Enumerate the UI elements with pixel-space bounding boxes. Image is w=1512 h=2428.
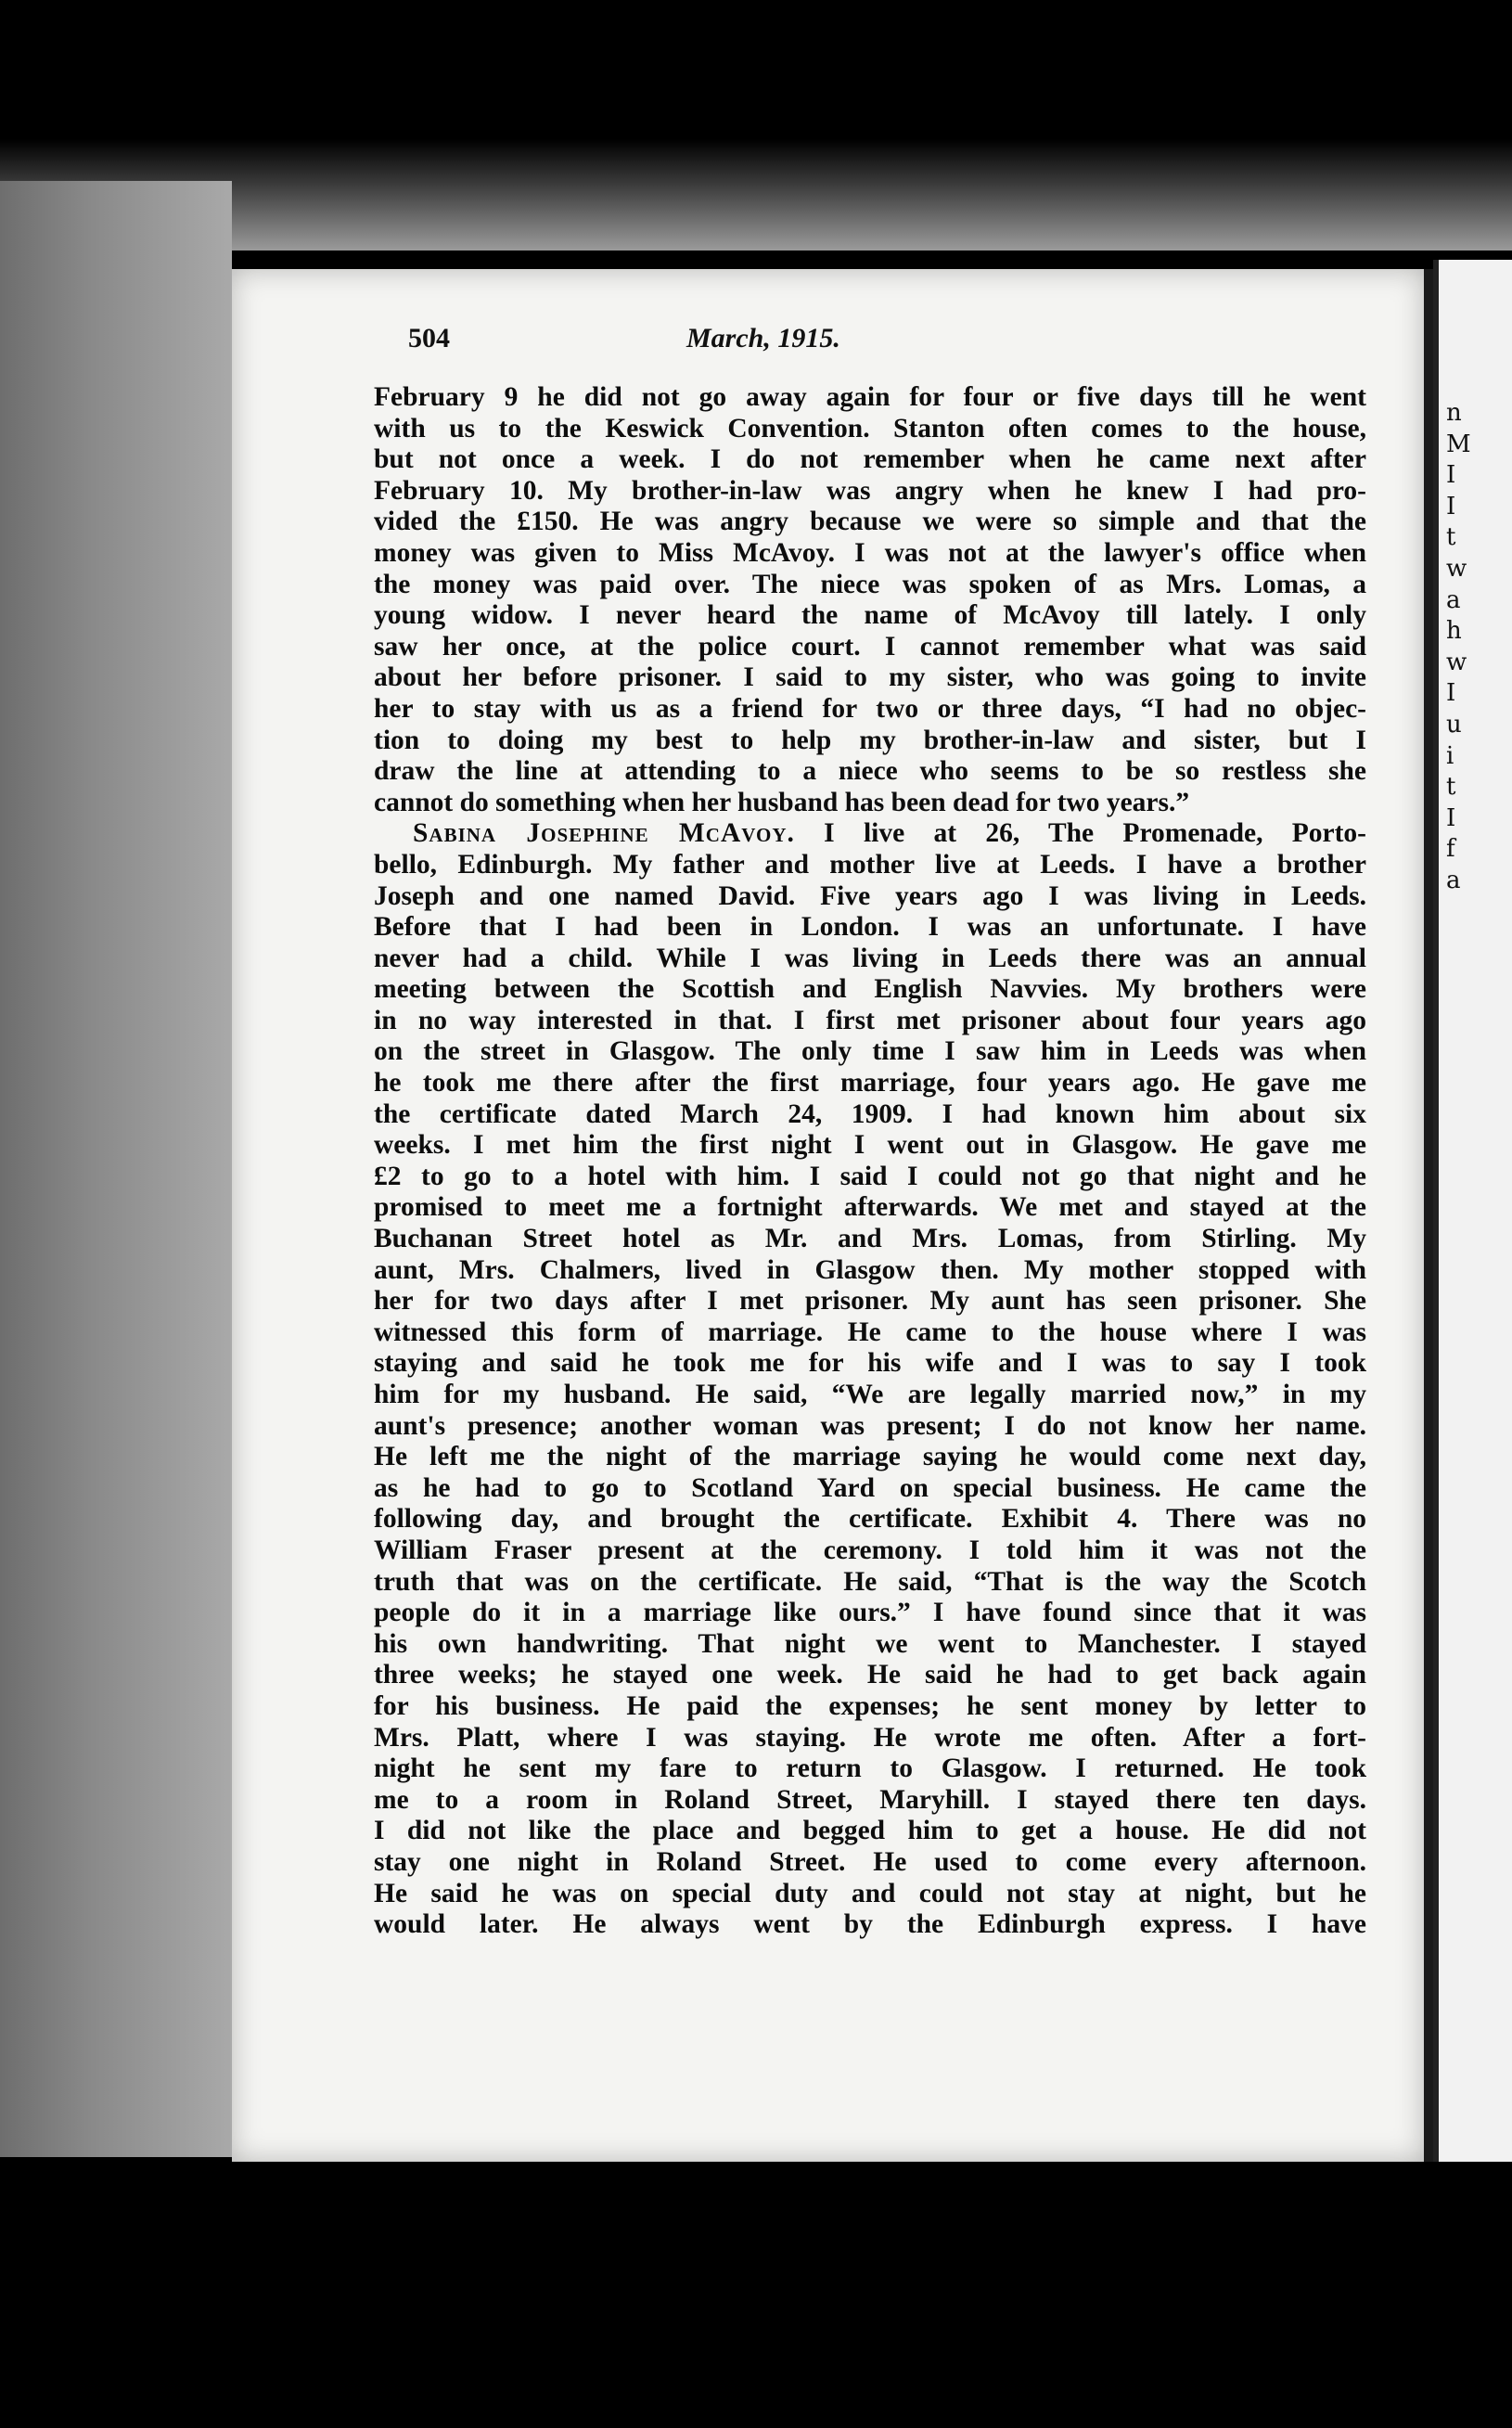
text-line: February 10. My brother-in-law was angry when he knew I had pro- <box>374 475 1366 506</box>
facing-page-letter: i <box>1446 741 1454 770</box>
facing-page-letter: a <box>1446 585 1461 614</box>
text-line: Before that I had been in London. I was an unfortunate. I have <box>374 912 1366 943</box>
book-page <box>232 269 1433 2162</box>
text-line: with us to the Keswick Convention. Stanton often comes to the house, <box>374 413 1366 443</box>
text-line: following day, and brought the certificate. Exhibit 4. There was no <box>374 1504 1366 1535</box>
text-line: night he sent my fare to return to Glasgow. I returned. He took <box>374 1754 1366 1784</box>
facing-page-letter: I <box>1446 461 1456 490</box>
text-line: people do it in a marriage like ours.” I have found since that it was <box>374 1598 1366 1628</box>
text-line: tion to doing my best to help my brother-in-law and sister, but I <box>374 725 1366 755</box>
text-line: never had a child. While I was living in Leeds there was an annual <box>374 943 1366 973</box>
facing-page-letter: t <box>1446 523 1456 552</box>
text-line: draw the line at attending to a niece who seems to be so restless she <box>374 756 1366 787</box>
facing-page-letter: u <box>1446 710 1462 739</box>
text-line: staying and said he took me for his wife and I was to say I took <box>374 1348 1366 1379</box>
text-line: cannot do something when her husband has been dead for two years.” <box>374 787 1190 817</box>
text-line: money was given to Miss McAvoy. I was not at the lawyer's office when <box>374 537 1366 568</box>
text-line: I did not like the place and begged him to get a house. He did not <box>374 1816 1366 1846</box>
text-line: £2 to go to a hotel with him. I said I could not go that night and he <box>374 1161 1366 1191</box>
facing-page-letter: n <box>1446 399 1462 427</box>
text-line: vided the £150. He was angry because we were so simple and that the <box>374 507 1366 537</box>
paragraph-mcavoy-testimony <box>374 818 1366 1940</box>
text-line: in no way interested in that. I first met prisoner about four years ago <box>374 1005 1366 1035</box>
text-line: weeks. I met him the first night I went out in Glasgow. He gave me <box>374 1130 1366 1161</box>
running-head: March, 1915. <box>686 323 840 353</box>
text-line: on the street in Glasgow. The only time I saw him in Leeds was when <box>374 1036 1366 1067</box>
facing-page-letter: M <box>1446 430 1471 458</box>
text-line: for his business. He paid the expenses; he sent money by letter to <box>374 1690 1366 1721</box>
text-line: aunt, Mrs. Chalmers, lived in Glasgow then. My mother stopped with <box>374 1254 1366 1285</box>
text-line: William Fraser present at the ceremony. I told him it was not the <box>374 1535 1366 1565</box>
left-page-edge <box>0 181 232 2157</box>
text-line: truth that was on the certificate. He said, “That is the way the Scotch <box>374 1566 1366 1597</box>
text-line: would later. He always went by the Edinburgh express. I have <box>374 1909 1366 1940</box>
facing-page-letter: I <box>1446 803 1456 832</box>
facing-page-letter: I <box>1446 679 1456 708</box>
text-line: me to a room in Roland Street, Maryhill. I stayed there ten days. <box>374 1784 1366 1815</box>
text-line: He said he was on special duty and could not stay at night, but he <box>374 1878 1366 1908</box>
text-line: his own handwriting. That night we went to Manchester. I stayed <box>374 1628 1366 1659</box>
facing-page-letter: a <box>1446 866 1461 894</box>
text-line: bello, Edinburgh. My father and mother live at Leeds. I have a brother <box>374 849 1366 880</box>
facing-page-letter: w <box>1446 554 1467 583</box>
text-line: Joseph and one named David. Five years ago I was living in Leeds. <box>374 880 1366 911</box>
facing-page-letter: I <box>1446 492 1456 520</box>
text-line: meeting between the Scottish and English Navvies. My brothers were <box>374 974 1366 1005</box>
text-line: he took me there after the first marriage, four years ago. He gave me <box>374 1068 1366 1098</box>
text-line: three weeks; he stayed one week. He said he had to get back again <box>374 1660 1366 1690</box>
facing-page-letter: t <box>1446 773 1456 802</box>
text-line: the certificate dated March 24, 1909. I had known him about six <box>374 1098 1366 1129</box>
text-line: Buchanan Street hotel as Mr. and Mrs. Lomas, from Stirling. My <box>374 1224 1366 1254</box>
text-line <box>374 818 1366 850</box>
text-line: as he had to go to Scotland Yard on special business. He came the <box>374 1472 1366 1503</box>
facing-page-letter: h <box>1446 617 1462 646</box>
text-line: witnessed this form of marriage. He came to the house where I was <box>374 1317 1366 1347</box>
text-line: about her before prisoner. I said to my sister, who was going to invite <box>374 662 1366 693</box>
page-body <box>374 382 1366 1941</box>
text-line: her to stay with us as a friend for two or three days, “I had no objec- <box>374 693 1366 724</box>
text-line: stay one night in Roland Street. He used to come every afternoon. <box>374 1846 1366 1877</box>
text-line: but not once a week. I do not remember when he came next after <box>374 444 1366 475</box>
facing-page-fragment <box>1446 399 1471 898</box>
text-line: aunt's presence; another woman was present; I do not know her name. <box>374 1410 1366 1441</box>
paragraph-testimony-continued <box>374 382 1366 818</box>
facing-page-edge <box>1433 260 1512 2162</box>
text-line-rest: I live at 26, The Promenade, Porto- <box>824 818 1366 849</box>
text-line: saw her once, at the police court. I cannot remember what was said <box>374 631 1366 662</box>
facing-page-letter: w <box>1446 648 1467 676</box>
text-line: He left me the night of the marriage saying he would come next day, <box>374 1442 1366 1472</box>
bottom-shadow <box>0 2162 1512 2428</box>
text-line: February 9 he did not go away again for four or five days till he went <box>374 382 1366 412</box>
text-line: the money was paid over. The niece was spoken of as Mrs. Lomas, a <box>374 569 1366 599</box>
text-line: her for two days after I met prisoner. My aunt has seen prisoner. She <box>374 1286 1366 1317</box>
facing-page-letter: f <box>1446 835 1455 864</box>
text-line: promised to meet me a fortnight afterwards. We met and stayed at the <box>374 1192 1366 1223</box>
text-line: Mrs. Platt, where I was staying. He wrote me often. After a fort- <box>374 1722 1366 1753</box>
speaker-name: Sabina Josephine McAvoy. <box>413 818 795 849</box>
page-number: 504 <box>408 323 450 353</box>
text-line: him for my husband. He said, “We are legally married now,” in my <box>374 1380 1366 1409</box>
text-line: young widow. I never heard the name of McAvoy till lately. I only <box>374 600 1366 631</box>
